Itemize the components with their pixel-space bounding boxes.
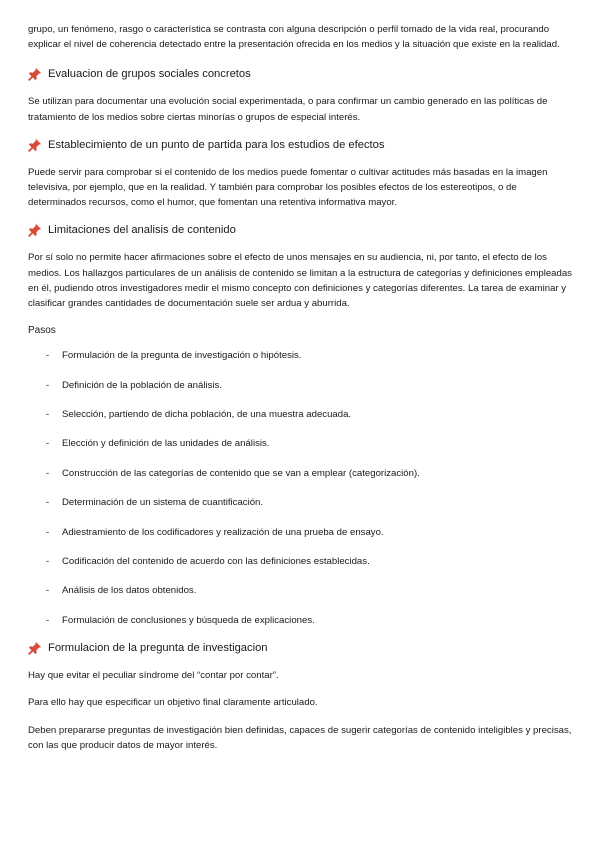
list-item [28, 554, 574, 583]
list-item [28, 613, 574, 642]
list-item [28, 466, 574, 495]
step-text: Codificación del contenido de acuerdo con las definiciones establecidas. [62, 555, 370, 567]
step-text: Construcción de las categorías de contenido que se van a emplear (categorización). [62, 467, 420, 479]
list-item [28, 407, 574, 436]
list-item [28, 378, 574, 407]
bullet-dash: - [46, 350, 50, 362]
paragraph: Deben prepararse preguntas de investigación bien definidas, capaces de sugerir categorías de contenido inteligibles y precisas, con las que producir datos de mayor interés. [28, 724, 572, 751]
pushpin-icon [28, 223, 42, 237]
section-heading [28, 66, 574, 82]
list-item [28, 525, 574, 554]
section-evaluacion [28, 66, 574, 124]
steps-list [28, 348, 574, 642]
pushpin-icon [28, 138, 42, 152]
bullet-dash: - [46, 585, 50, 597]
bullet-dash: - [46, 614, 50, 626]
steps-title: Pasos [28, 325, 56, 337]
section-establecimiento [28, 137, 574, 211]
bullet-dash: - [46, 379, 50, 391]
document-page [28, 22, 574, 765]
list-item [28, 348, 574, 377]
section-title: Limitaciones del analisis de contenido [48, 224, 236, 237]
section-heading [28, 137, 574, 153]
intro-paragraph: grupo, un fenómeno, rasgo o característica se contrasta con alguna descripción o perfil tomado de la vida real, procurando explicar el nivel de coherencia detectado entre la presentación ofrecida en los medios y la situación que existe en la realidad. [28, 24, 560, 51]
step-text: Determinación de un sistema de cuantificación. [62, 497, 264, 509]
pushpin-icon [28, 67, 42, 81]
section-heading [28, 640, 574, 656]
step-text: Análisis de los datos obtenidos. [62, 585, 197, 597]
step-text: Adiestramiento de los codificadores y realización de una prueba de ensayo. [62, 526, 384, 538]
bullet-dash: - [46, 526, 50, 538]
section-title: Evaluacion de grupos sociales concretos [48, 68, 251, 81]
step-text: Definición de la población de análisis. [62, 379, 222, 391]
section-body: Por sí solo no permite hacer afirmaciones sobre el efecto de unos mensajes en su audiencia, ni, por tanto, el efecto de los medios. Los hallazgos particulares de un análisis de contenido se limitan a la estructura de categorías y definiciones empleadas en él, pudiendo otros investigadores medir el mismo concepto con definiciones y categorías diferentes. La tarea de examinar y clasificar grandes cantidades de documentación suele ser ardua y aburrida. [28, 252, 572, 310]
section-body: Se utilizan para documentar una evolución social experimentada, o para confirmar un cambio generado en las políticas de tratamiento de los medios sobre ciertas minorías o grupos de especial interés. [28, 96, 548, 123]
section-limitaciones [28, 222, 574, 311]
bullet-dash: - [46, 467, 50, 479]
section-title: Formulacion de la pregunta de investigacion [48, 642, 268, 655]
list-item [28, 495, 574, 524]
section-formulacion [28, 640, 574, 753]
section-heading [28, 222, 574, 238]
step-text: Elección y definición de las unidades de análisis. [62, 438, 270, 450]
paragraph: Hay que evitar el peculiar síndrome del “contar por contar”. [28, 670, 279, 682]
step-text: Formulación de conclusiones y búsqueda de explicaciones. [62, 614, 315, 626]
bullet-dash: - [46, 409, 50, 421]
step-text: Formulación de la pregunta de investigación o hipótesis. [62, 350, 302, 362]
pushpin-icon [28, 641, 42, 655]
section-body: Puede servir para comprobar si el contenido de los medios puede fomentar o cultivar actitudes más basadas en la imagen televisiva, por ejemplo, que en la realidad. Y también para comprobar los posibles efectos de los estereotipos, o de determinados recursos, como el humor, que fomentan una retentiva informativa mayor. [28, 166, 548, 209]
paragraph: Para ello hay que especificar un objetivo final claramente articulado. [28, 697, 318, 709]
bullet-dash: - [46, 497, 50, 509]
step-text: Selección, partiendo de dicha población, de una muestra adecuada. [62, 409, 352, 421]
list-item [28, 583, 574, 612]
list-item [28, 436, 574, 465]
section-title: Establecimiento de un punto de partida para los estudios de efectos [48, 138, 385, 151]
bullet-dash: - [46, 438, 50, 450]
bullet-dash: - [46, 555, 50, 567]
